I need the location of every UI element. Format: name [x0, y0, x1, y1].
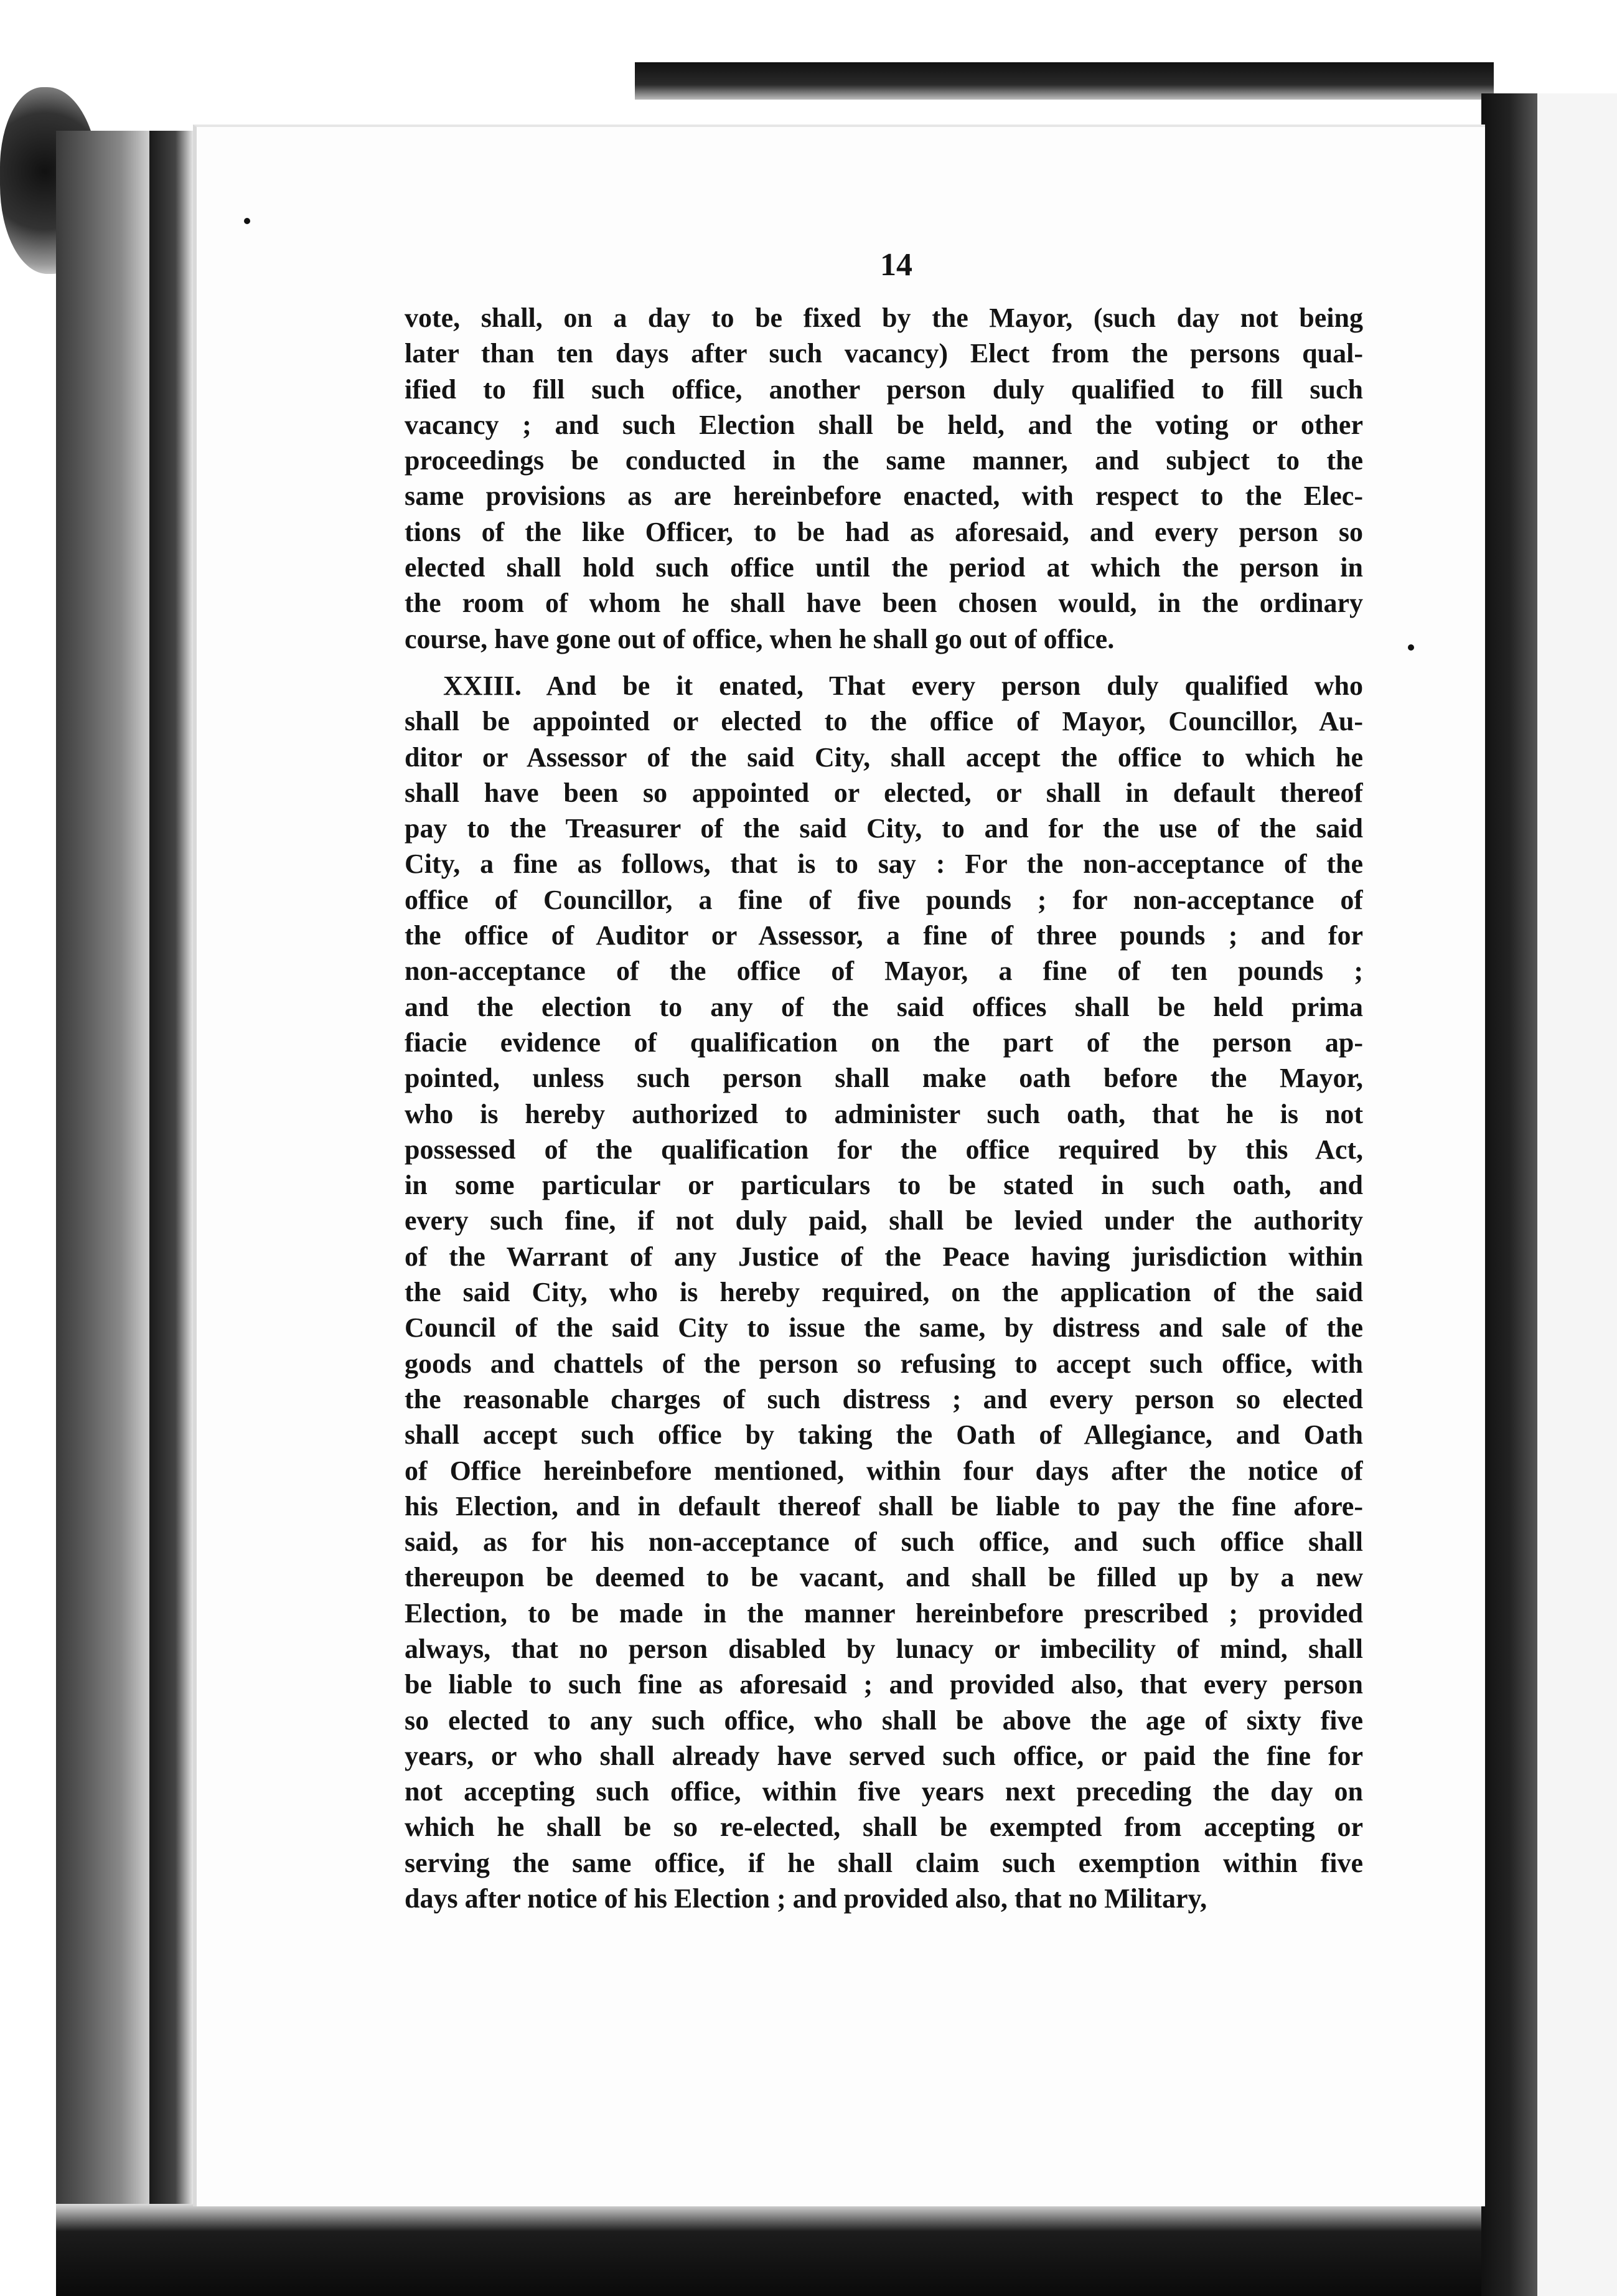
text-line: every such fine, if not duly paid, shall be levied under the authority [405, 1205, 1363, 1236]
text-line: thereupon be deemed to be vacant, and shall be filled up by a new [405, 1562, 1363, 1593]
text-line: goods and chattels of the person so refusing to accept such office, with [405, 1348, 1363, 1379]
text-line: who is hereby authorized to administer such oath, that he is not [405, 1098, 1363, 1129]
text-line: of the Warrant of any Justice of the Peace having jurisdiction within [405, 1241, 1363, 1272]
text-line: tions of the like Officer, to be had as aforesaid, and every person so [405, 516, 1363, 547]
text-line: proceedings be conducted in the same manner, and subject to the [405, 445, 1363, 476]
text-line: his Election, and in default thereof shall be liable to pay the fine afore- [405, 1490, 1363, 1522]
paragraph-gap [405, 657, 1363, 668]
text-line: the office of Auditor or Assessor, a fine of three pounds ; and for [405, 920, 1363, 951]
bottom-edge-shadow [56, 2204, 1481, 2296]
text-line: and the election to any of the said offices shall be held prima [405, 991, 1363, 1022]
facing-page-sliver [1537, 93, 1617, 2296]
text-line: Election, to be made in the manner hereinbefore prescribed ; provided [405, 1597, 1363, 1629]
text-line: ified to fill such office, another person duly qualified to fill such [405, 374, 1363, 405]
text-line: later than ten days after such vacancy) Elect from the persons qual- [405, 338, 1363, 369]
text-line: days after notice of his Election ; and provided also, that no Military, [405, 1883, 1207, 1914]
text-line: vote, shall, on a day to be fixed by the Mayor, (such day not being [405, 303, 1363, 333]
text-line: XXIII. And be it enated, That every person duly qualified who [443, 670, 1363, 701]
left-gutter-shadow [149, 131, 193, 2266]
text-line: not accepting such office, within five years next preceding the day on [405, 1776, 1363, 1807]
text-line: pointed, unless such person shall make oath before the Mayor, [405, 1063, 1363, 1094]
text-line: Council of the said City to issue the same, by distress and sale of the [405, 1312, 1363, 1343]
body-text [405, 249, 1363, 1916]
text-line: ditor or Assessor of the said City, shall accept the office to which he [405, 741, 1363, 773]
page-number: 14 [880, 247, 912, 283]
text-line: vacancy ; and such Election shall be held, and the voting or other [405, 409, 1363, 440]
text-line: course, have gone out of office, when he shall go out of office. [405, 623, 1115, 654]
speck [1408, 644, 1414, 651]
text-line: elected shall hold such office until the period at which the person in [405, 552, 1363, 583]
paragraphs [405, 300, 1363, 1916]
text-line: said, as for his non-acceptance of such office, and such office shall [405, 1527, 1363, 1558]
right-binding-edge [1481, 93, 1537, 2296]
text-line: so elected to any such office, who shall be above the age of sixty five [405, 1705, 1363, 1736]
text-line: City, a fine as follows, that is to say : For the non-acceptance of the [405, 849, 1363, 880]
text-line: always, that no person disabled by lunacy or imbecility of mind, shall [405, 1633, 1363, 1664]
text-line: non-acceptance of the office of Mayor, a fine of ten pounds ; [405, 956, 1363, 987]
text-line: possessed of the qualification for the office required by this Act, [405, 1134, 1363, 1165]
text-line: of Office hereinbefore mentioned, within four days after the notice of [405, 1455, 1363, 1486]
speck [244, 218, 250, 224]
text-line: the reasonable charges of such distress ; and every person so elected [405, 1383, 1363, 1414]
text-line: the room of whom he shall have been chosen would, in the ordinary [405, 588, 1363, 619]
text-line: the said City, who is hereby required, on the application of the said [405, 1277, 1363, 1308]
text-line: shall be appointed or elected to the office of Mayor, Councillor, Au- [405, 706, 1363, 737]
text-line: years, or who shall already have served such office, or paid the fine for [405, 1740, 1363, 1771]
text-line: in some particular or particulars to be stated in such oath, and [405, 1170, 1363, 1201]
text-line: serving the same office, if he shall claim such exemption within five [405, 1847, 1363, 1878]
text-line: shall have been so appointed or elected, or shall in default thereof [405, 777, 1363, 808]
left-binding-edge [56, 131, 149, 2266]
text-line: pay to the Treasurer of the said City, to and for the use of the said [405, 813, 1363, 844]
text-line: be liable to such fine as aforesaid ; and provided also, that every person [405, 1669, 1363, 1700]
text-line: office of Councillor, a fine of five pounds ; for non-acceptance of [405, 884, 1363, 915]
text-line: fiacie evidence of qualification on the part of the person ap- [405, 1027, 1363, 1058]
text-line: shall accept such office by taking the Oath of Allegiance, and Oath [405, 1419, 1363, 1451]
text-line: which he shall be so re-elected, shall be exempted from accepting or [405, 1812, 1363, 1843]
paragraph [405, 300, 1363, 657]
paragraph [405, 668, 1363, 1916]
text-line: same provisions as are hereinbefore enacted, with respect to the Elec- [405, 481, 1363, 512]
top-binding-shadow [635, 62, 1494, 100]
